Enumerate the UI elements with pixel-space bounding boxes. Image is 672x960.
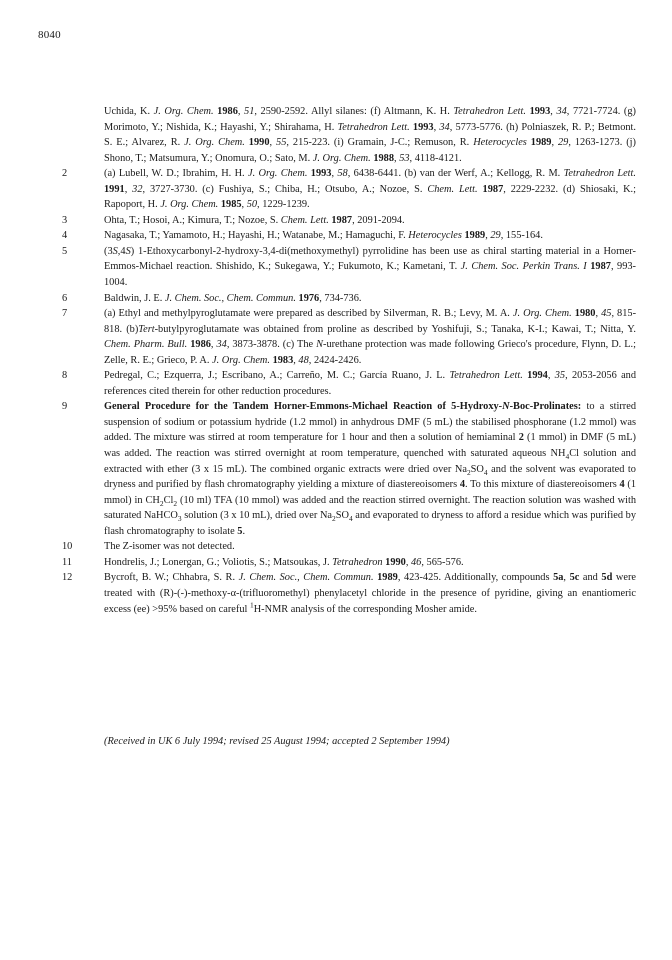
reference-segment: , [433,121,440,133]
reference-item [62,104,636,166]
reference-text [104,244,636,291]
reference-segment: 32 [132,183,143,195]
reference-segment: , [394,152,400,164]
reference-segment: 5a [553,572,564,584]
reference-segment: 50 [246,199,258,211]
reference-segment: 2 [173,498,178,508]
reference-item [62,539,636,555]
reference-item [62,570,636,617]
reference-segment: 1983 [272,354,294,366]
reference-text [104,291,636,307]
reference-segment: Ohta, T.; Hosoi, A.; Kimura, T.; Nozoe, S. [104,214,281,226]
reference-segment: 1990 [385,556,406,568]
reference-segment: (10 ml) TFA (10 mmol) was added and the reaction stirred overnight. The reaction solution was washed with saturated NaHCO [104,494,637,522]
reference-segment: , [331,168,338,180]
reference-number: 9 [62,401,68,413]
reference-segment: , [293,354,299,366]
reference-item [62,213,636,229]
reference-segment: -urethane protection was made following Grieco's procedure, Flynn, D. L.; Zelle, R. E.; Grieco, P. A. [104,339,636,366]
reference-segment: 1993 [529,106,551,117]
reference-segment: Chem. Lett. [427,183,478,195]
reference-segment: 34 [556,106,567,117]
reference-segment: , [269,137,277,149]
reference-segment: (3 [104,245,113,257]
reference-segment: Nagasaka, T.; Yamamoto, H.; Hayashi, H.; Watanabe, M.; Hamaguchi, F. [104,230,409,242]
reference-segment: , [405,556,411,568]
reference-segment: 45 [601,308,612,320]
reference-segment: (a) Ethyl and methylpyroglutamate were prepared as described by Silverman, R. B.; Levy, M. A. [104,308,513,320]
reference-segment: , [595,308,602,320]
reference-segment: , 565-576. [421,556,464,568]
reference-segment: solution (3 x 10 mL), dried over Na [181,510,333,522]
reference-segment: Heterocycles [408,230,462,242]
reference-segment: N [316,339,323,351]
reference-item [62,555,636,571]
reference-segment: General Procedure for the Tandem Horner-Emmons-Michael Reaction of 5-Hydroxy- [104,401,503,413]
reference-segment: ,4 [117,245,126,257]
reference-number: 6 [62,292,68,304]
reference-segment: 4 [483,467,488,477]
reference-segment: , 1263-1273. (j) Shono, T.; Matsumura, Y.; Onomura, O.; Sato, M. [104,137,637,164]
reference-segment: 58 [337,168,348,180]
reference-segment: , [124,183,133,195]
reference-segment: 5c [569,572,580,584]
reference-segment: 53 [399,152,410,164]
reference-segment: and the solvent was evaporated to dryness and purified by flash chromatography yielding a mixture of diastereoisomers [104,463,636,491]
reference-segment: 34 [439,121,450,133]
reference-number: 2 [62,168,68,180]
reference-text [104,166,636,213]
reference-segment: 51 [244,106,255,117]
reference-segment: J. Org. Chem. [160,199,219,211]
reference-segment: Pedregal, C.; Ezquerra, J.; Escribano, A.; Carreño, M. C.; García Ruano, J. L. [104,370,450,382]
reference-segment: 1989 [377,572,398,584]
reference-segment: , [551,137,558,149]
reference-segment: N [502,401,510,413]
reference-segment: Chem. Lett. [280,214,329,226]
reference-segment: , 2229-2232. (d) Shiosaki, K.; Rapoport, H. [104,183,637,211]
reference-item [62,166,636,213]
reference-segment: , 215-223. (i) Gramain, J-C.; Remuson, R. [286,137,474,149]
reference-segment: . To this mixture of diastereoisomers [465,479,620,491]
reference-number: 7 [62,308,68,320]
reference-segment: H-NMR analysis of the corresponding Mosher amide. [253,603,477,615]
reference-segment: Tetrahedron Lett. [449,370,523,382]
reference-number: 8 [62,370,68,382]
reference-segment: 4 [565,452,570,462]
reference-segment: 2 [332,514,336,524]
reference-segment: , [241,199,247,211]
reference-segment: 4 [619,479,625,491]
reference-segment: , [547,370,555,382]
reference-number: 3 [62,214,68,226]
reference-segment: (1 mmol) in DMF (5 mL) was added. The reaction was stirred overnight at room temperature, quenched with saturated aqueous NH [104,432,636,460]
reference-segment: 48 [298,354,309,366]
reference-segment: 1976 [298,292,320,304]
reference-segment: 35 [554,370,566,382]
reference-number: 11 [62,556,72,568]
reference-segment: 1980 [574,308,596,320]
reference-segment: 1987 [482,183,504,195]
reference-segment: J. Org. Chem. [184,137,245,149]
reference-segment: 3 [177,514,182,524]
reference-segment: ) 1-Ethoxycarbonyl-2-hydroxy-3,4-di(methoxymethyl) pyrrolidine has been use as chiral starting material in a Horner-Emmos-Michael reaction. Shishido, K.; Sukegawa, Y.; Fukumoto, K.; Kametani, T. [104,245,636,273]
reference-segment: , [210,339,217,351]
reference-number: 12 [62,572,73,584]
reference-segment: , 2424-2426. [308,354,362,366]
reference-text [104,213,636,229]
reference-segment: Chem. Pharm. Bull. [104,339,188,351]
reference-number: 4 [62,230,68,242]
reference-segment: , 6438-6441. (b) van der Werf, A.; Kellogg, R. M. [347,168,564,180]
reference-segment: Heterocycles [473,137,527,149]
reference-segment: 5 [237,525,243,537]
reference-segment: Cl [163,494,174,506]
reference-text [104,555,636,571]
reference-segment: SO [470,463,484,475]
reference-item [62,291,636,307]
reference-segment: J. Chem. Soc., Chem. Commun. [238,572,374,584]
reference-segment: , 155-164. [500,230,543,242]
reference-segment: 1986 [190,339,211,351]
reference-segment: 4 [459,479,465,491]
reference-item [62,306,636,368]
reference-segment: to a stirred suspension of sodium or potassium hydride (1.2 mmol) in anhydrous DMF (5 mL) the stabilised phosphorane (1.2 mmol) was added. The mixture was stirred at room temperature for 1 hour and then a solution of hemiaminal [104,401,637,444]
reference-segment: -Boc-Prolinates: [509,401,582,413]
reference-segment: and [579,572,602,584]
reference-segment: , 423-425. Additionally, compounds [397,572,554,584]
reference-segment: , 1229-1239. [257,199,310,211]
reference-segment: , [237,106,245,117]
reference-segment: 1988 [373,152,395,164]
reference-segment: , 3873-3878. (c) The [226,339,317,351]
reference-segment: , 4118-4121. [409,152,462,164]
reference-segment: J. Org. Chem. [512,308,572,320]
reference-segment: J. Org. Chem. [153,106,214,117]
reference-segment: 29 [558,137,569,149]
reference-segment: J. Chem. Soc., Chem. Commun. [164,292,296,304]
reference-segment: 1989 [530,137,552,149]
reference-segment: 1993 [310,168,332,180]
reference-text [104,104,636,166]
reference-segment: , 2053-2056 and references cited therein for other reduction procedures. [104,370,637,397]
reference-segment: 1989 [464,230,486,242]
reference-segment: 1987 [590,261,611,273]
reference-segment: 1985 [220,199,242,211]
reference-segment: 1 [249,600,254,610]
reference-segment: SO [335,510,349,522]
reference-segment: 1994 [527,370,548,382]
reference-text [104,399,636,539]
reference-segment: J. Chem. Soc. Perkin Trans. I [460,261,587,273]
reference-segment: 2 [518,432,524,444]
reference-segment: 55 [276,137,287,149]
reference-segment: . [242,525,246,537]
reference-segment: 2 [466,467,471,477]
reference-segment: The Z-isomer was not detected. [104,541,235,553]
reference-list [62,104,636,617]
reference-segment: 1993 [412,121,434,133]
reference-segment: (1 mmol) in CH [104,479,636,506]
page-number: 8040 [38,29,61,41]
reference-segment: , 7721-7724. (g) Morimoto, Y.; Nishida, K.; Hayashi, Y.; Shirahama, H. [104,106,636,133]
reference-segment: 29 [490,230,501,242]
reference-number: 5 [62,245,68,257]
reference-text [104,570,636,617]
reference-segment: Tetrahedron Lett. [563,168,637,180]
reference-segment: , 2590-2592. Allyl silanes: (f) Altmann, K. H. [254,106,454,117]
reference-text [104,539,636,555]
reference-segment: 5d [601,572,613,584]
reference-text [104,306,636,368]
reference-segment: Tetrahedron Lett. [337,121,410,133]
reference-segment: Baldwin, J. E. [104,292,165,304]
reference-item [62,368,636,399]
reference-text [104,228,636,244]
reference-segment: Tetrahedron Lett. [453,106,526,117]
reference-segment: , 993-1004. [104,261,636,289]
reference-segment: , [485,230,491,242]
reference-segment: 46 [411,556,422,568]
reference-segment: Tetrahedron [332,556,383,568]
reference-text [104,368,636,399]
reference-segment: and evaporated to dryness to afford a residue which was purified by flash chromatography to isolate [104,510,636,537]
reference-item [62,399,636,539]
reference-segment: Tert [138,323,155,335]
reference-segment: J. Org. Chem. [212,354,270,366]
reference-segment: , 3727-3730. (c) Fushiya, S.; Chiba, H.; Otsubo, A.; Nozoe, S. [142,183,428,195]
reference-segment: 1987 [331,214,353,226]
reference-segment: , 5773-5776. (h) Polniaszek, R. P.; Betmont. S. E.; Alvarez, R. [104,121,637,149]
reference-segment: were treated with (R)-(-)-methoxy-α-(trifluoromethyl) phenylacetyl chloride in the presence of pyridine, giving an enantiomeric excess (ee) >95% based on careful [104,572,637,615]
reference-segment: 1991 [104,183,125,195]
reference-item [62,228,636,244]
reference-segment: S [125,245,131,257]
reference-segment: J. Org. Chem. [312,152,371,164]
reference-segment: 4 [348,514,353,524]
reference-segment: 1990 [248,137,270,149]
reference-segment: , 815-818. (b) [104,308,637,335]
reference-segment: 34 [216,339,227,351]
reference-segment: Hondrelis, J.; Lonergan, G.; Voliotis, S.; Matsoukas, J. [104,556,333,568]
reference-segment: , 734-736. [319,292,362,304]
reference-segment: 2 [159,498,164,508]
reference-segment: 1986 [217,106,238,117]
received-note: (Received in UK 6 July 1994; revised 25 August 1994; accepted 2 September 1994) [104,736,450,747]
reference-segment: Uchida, K. [104,106,154,117]
reference-segment: , [563,572,570,584]
reference-segment: Bycroft, B. W.; Chhabra, S. R. [104,572,239,584]
reference-segment: (a) Lubell, W. D.; Ibrahim, H. H. [104,168,248,180]
reference-item [62,244,636,291]
reference-segment: S [112,245,118,257]
reference-number: 10 [62,541,73,553]
reference-segment: -butylpyroglutamate was obtained from proline as described by Yoshifuji, S.; Tanaka, K-I.; Kawai, T.; Nitta, Y. [154,323,637,335]
reference-segment: , [550,106,557,117]
reference-segment: , 2091-2094. [352,214,405,226]
reference-segment: Cl solution and extracted with ether (3 x 15 mL). The combined organic extracts were dried over Na [104,448,636,475]
reference-segment: J. Org. Chem. [247,168,308,180]
